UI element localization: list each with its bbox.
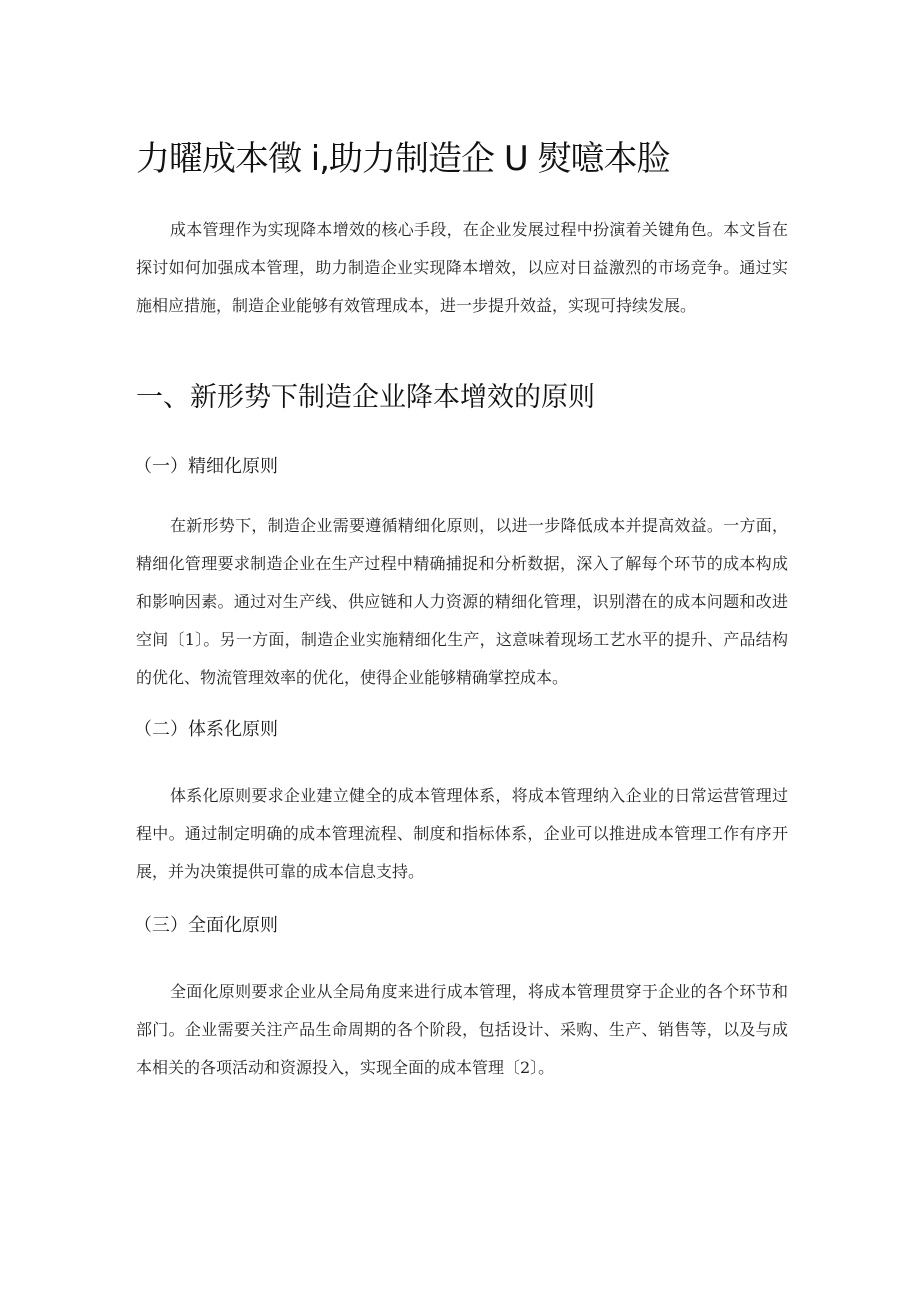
subsection-heading-systematization: （二）体系化原则 — [134, 719, 278, 740]
paragraph-comprehensiveness: 全面化原则要求企业从全局角度来进行成本管理，将成本管理贯穿于企业的各个环节和部门。企业需要关注产品生命周期的各个阶段，包括设计、采购、生产、销售等，以及与成本相关的各项活动和资源投入，实现全面的成本管理〔2〕。 — [136, 982, 788, 1077]
section-heading-principles: 一、新形势下制造企业降本增效的原则 — [136, 382, 595, 413]
subsection-heading-refinement: （一）精细化原则 — [134, 456, 278, 477]
paragraph-refinement: 在新形势下，制造企业需要遵循精细化原则，以进一步降低成本并提高效益。一方面，精细化管理要求制造企业在生产过程中精确捕捉和分析数据，深入了解每个环节的成本构成和影响因素。通过对生产线、供应链和人力资源的精细化管理，识别潜在的成本问题和改进空间〔1〕。另一方面，制造企业实施精细化生产，这意味着现场工艺水平的提升、产品结构的优化、物流管理效率的优化，使得企业能够精确掌控成本。 — [136, 516, 788, 687]
document-title: 力曜成本徵 i,助力制造企 U 熨噫本脸 — [136, 139, 670, 179]
intro-paragraph: 成本管理作为实现降本增效的核心手段，在企业发展过程中扮演着关键角色。本文旨在探讨如何加强成本管理，助力制造企业实现降本增效，以应对日益激烈的市场竞争。通过实施相应措施，制造企业能够有效管理成本，进一步提升效益，实现可持续发展。 — [136, 220, 788, 315]
paragraph-systematization: 体系化原则要求企业建立健全的成本管理体系，将成本管理纳入企业的日常运营管理过程中。通过制定明确的成本管理流程、制度和指标体系，企业可以推进成本管理工作有序开展，并为决策提供可靠的成本信息支持。 — [136, 786, 788, 881]
subsection-heading-comprehensiveness: （三）全面化原则 — [134, 915, 278, 936]
